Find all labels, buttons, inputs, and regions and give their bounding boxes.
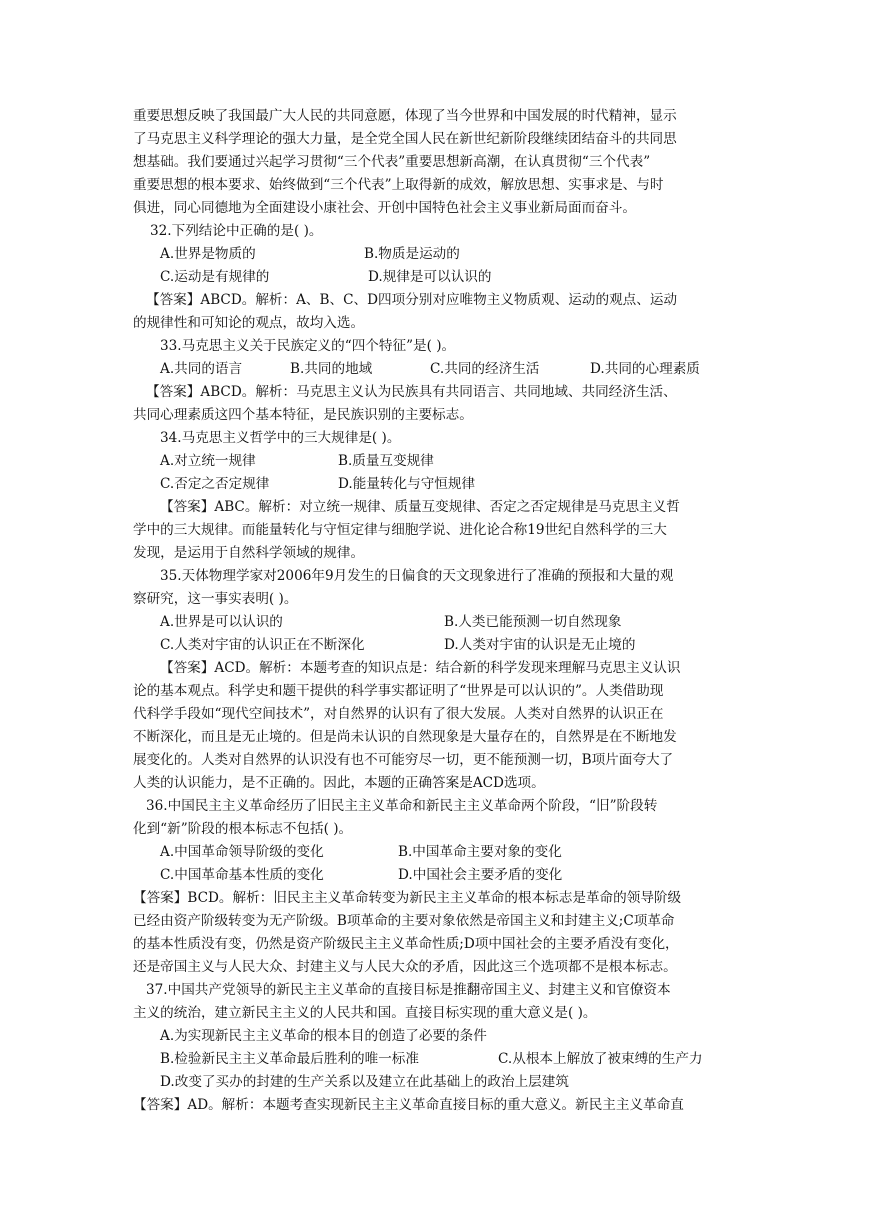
q35-option-d: D.人类对宇宙的认识是无止境的 (444, 637, 636, 653)
q32-option-b: B.物质是运动的 (364, 246, 460, 262)
answer-34-cont: 学中的三大规律。而能量转化与守恒定律与细胞学说、进化论合称19世纪自然科学的三大 (133, 522, 667, 538)
answer-33-cont: 共同心理素质这四个基本特征，是民族识别的主要标志。 (133, 407, 473, 423)
paragraph-line: 重要思想的根本要求、始终做到“三个代表”上取得新的成效，解放思想、实事求是、与时 (133, 177, 664, 193)
q34-option-a: A.对立统一规律 (160, 453, 256, 469)
question-36: 36.中国民主主义革命经历了旧民主主义革命和新民主主义革命两个阶段，“旧”阶段转 (146, 798, 658, 814)
q35-option-c: C.人类对宇宙的认识正在不断深化 (160, 637, 365, 653)
q36-option-b: B.中国革命主要对象的变化 (398, 844, 562, 860)
answer-35-cont: 人类的认识能力，是不正确的。因此，本题的正确答案是ACD选项。 (133, 775, 545, 791)
paragraph-line: 俱进，同心同德地为全面建设小康社会、开创中国特色社会主义事业新局面而奋斗。 (133, 200, 636, 216)
q32-option-d: D.规律是可以认识的 (368, 269, 492, 285)
question-33: 33.马克思主义关于民族定义的“四个特征”是( )。 (160, 338, 456, 354)
answer-34: 【答案】ABC。解析：对立统一规律、质量互变规律、否定之否定规律是马克思主义哲 (160, 499, 680, 515)
q36-option-a: A.中国革命领导阶级的变化 (160, 844, 324, 860)
answer-34-cont: 发现，是运用于自然科学领域的规律。 (133, 545, 365, 561)
question-37-cont: 主义的统治，建立新民主主义的人民共和国。直接目标实现的重大意义是( )。 (133, 1005, 597, 1021)
question-32: 32.下列结论中正确的是( )。 (150, 223, 323, 239)
answer-36: 【答案】BCD。解析：旧民主主义革命转变为新民主主义革命的根本标志是革命的领导阶级 (133, 890, 682, 906)
question-37: 37.中国共产党领导的新民主主义革命的直接目标是推翻帝国主义、封建主义和官僚资本 (146, 982, 671, 998)
paragraph-line: 想基础。我们要通过兴起学习贯彻“三个代表”重要思想新高潮，在认真贯彻“三个代表” (133, 154, 651, 170)
question-35: 35.天体物理学家对2006年9月发生的日偏食的天文现象进行了准确的预报和大量的观 (160, 568, 674, 584)
paragraph-line: 重要思想反映了我国最广大人民的共同意愿，体现了当今世界和中国发展的时代精神，显示 (133, 108, 677, 124)
answer-33: 【答案】ABCD。解析：马克思主义认为民族具有共同语言、共同地域、共同经济生活、 (146, 384, 677, 400)
answer-36-cont: 还是帝国主义与人民大众、封建主义与人民大众的矛盾，因此这三个选项都不是根本标志。 (133, 959, 677, 975)
q36-option-d: D.中国社会主要矛盾的变化 (398, 867, 563, 883)
q34-option-c: C.否定之否定规律 (160, 476, 270, 492)
q35-option-a: A.世界是可以认识的 (160, 614, 283, 630)
q33-option-a: A.共同的语言 (160, 361, 243, 377)
answer-35: 【答案】ACD。解析：本题考查的知识点是：结合新的科学发现来理解马克思主义认识 (160, 660, 681, 676)
answer-32-cont: 的规律性和可知论的观点，故均入选。 (133, 315, 365, 331)
answer-35-cont: 不断深化，而且是无止境的。但是尚未认识的自然现象是大量存在的，自然界是在不断地发 (133, 729, 677, 745)
answer-37: 【答案】AD。解析：本题考查实现新民主主义革命直接目标的重大意义。新民主主义革命直 (133, 1097, 684, 1113)
answer-35-cont: 展变化的。人类对自然界的认识没有也不可能穷尽一切，更不能预测一切，B项片面夸大了 (133, 752, 674, 768)
q34-option-d: D.能量转化与守恒规律 (338, 476, 476, 492)
q32-option-a: A.世界是物质的 (160, 246, 256, 262)
q37-option-a: A.为实现新民主主义革命的根本目的创造了必要的条件 (160, 1028, 487, 1044)
answer-32: 【答案】ABCD。解析：A、B、C、D四项分别对应唯物主义物质观、运动的观点、运动 (146, 292, 678, 308)
q37-option-c: C.从根本上解放了被束缚的生产力 (498, 1051, 703, 1067)
answer-36-cont: 已经由资产阶级转变为无产阶级。B项革命的主要对象依然是帝国主义和封建主义;C项革命 (133, 913, 675, 929)
q32-option-c: C.运动是有规律的 (160, 269, 270, 285)
question-34: 34.马克思主义哲学中的三大规律是( )。 (160, 430, 401, 446)
question-36-cont: 化到“新”阶段的根本标志不包括( )。 (133, 821, 353, 837)
answer-35-cont: 论的基本观点。科学史和题干提供的科学事实都证明了“世界是可以认识的”。人类借助现 (133, 683, 664, 699)
paragraph-line: 了马克思主义科学理论的强大力量，是全党全国人民在新世纪新阶段继续团结奋斗的共同思 (133, 131, 677, 147)
answer-35-cont: 代科学手段如“现代空间技术”，对自然界的认识有了很大发展。人类对自然界的认识正在 (133, 706, 664, 722)
q37-option-d: D.改变了买办的封建的生产关系以及建立在此基础上的政治上层建筑 (160, 1074, 569, 1090)
q33-option-d: D.共同的心理素质 (590, 361, 700, 377)
q33-option-c: C.共同的经济生活 (430, 361, 540, 377)
q33-option-b: B.共同的地域 (290, 361, 373, 377)
q37-option-b: B.检验新民主主义革命最后胜利的唯一标准 (160, 1051, 419, 1067)
q36-option-c: C.中国革命基本性质的变化 (160, 867, 324, 883)
question-35-cont: 察研究，这一事实表明( )。 (133, 591, 298, 607)
answer-36-cont: 的基本性质没有变，仍然是资产阶级民主主义革命性质;D项中国社会的主要矛盾没有变化， (133, 936, 679, 952)
q35-option-b: B.人类已能预测一切自然现象 (444, 614, 622, 630)
q34-option-b: B.质量互变规律 (338, 453, 434, 469)
